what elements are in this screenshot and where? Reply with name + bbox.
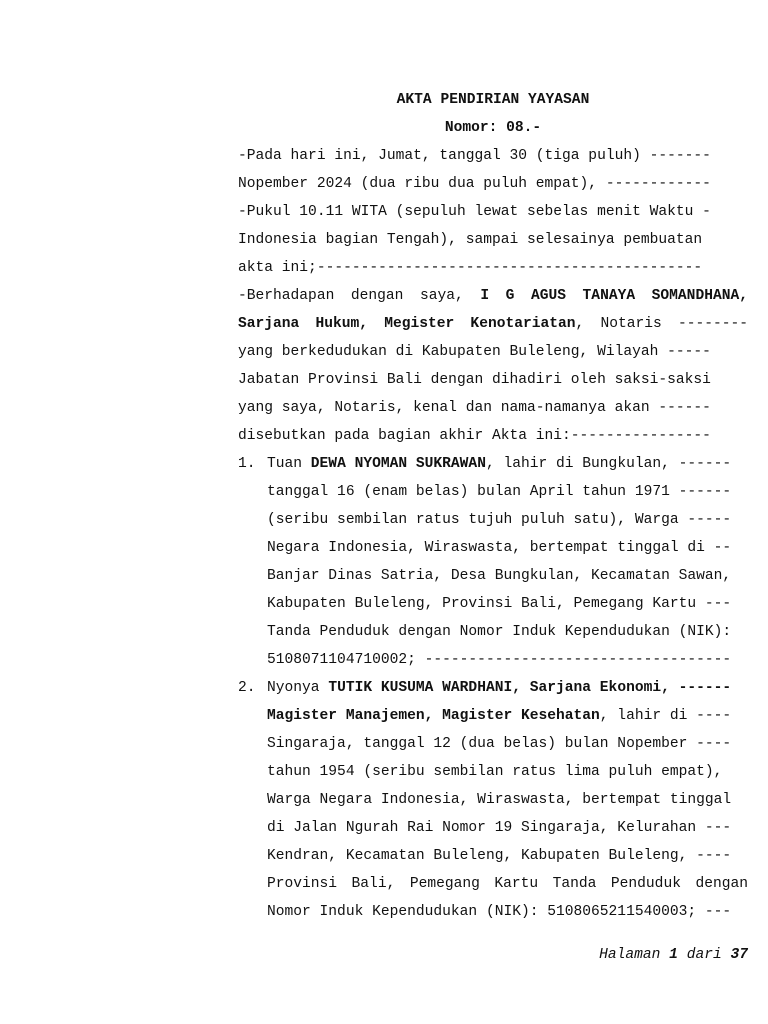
party-name: TUTIK KUSUMA WARDHANI, Sarjana Ekonomi, ------ <box>328 680 732 696</box>
list-number: 1. <box>238 456 256 472</box>
list-number: 2. <box>238 680 256 696</box>
text-segment: , lahir di Bungkulan, ------ <box>485 456 732 472</box>
list-item-line: Banjar Dinas Satria, Desa Bungkulan, Kecamatan Sawan, <box>267 568 732 584</box>
party-title: Magister Manajemen, Magister Kesehatan <box>267 708 600 724</box>
text-line <box>238 286 748 306</box>
list-item-line: Provinsi Bali, Pemegang Kartu Tanda Penduduk dengan <box>267 876 748 892</box>
text-segment: , Notaris -------- <box>575 316 748 332</box>
text-segment: Tuan <box>267 456 311 472</box>
list-item-line: Negara Indonesia, Wiraswasta, bertempat tinggal di -- <box>267 540 732 556</box>
document-number: Nomor: 08.- <box>444 120 542 136</box>
party-name: DEWA NYOMAN SUKRAWAN <box>310 456 486 472</box>
text-line: disebutkan pada bagian akhir Akta ini:---------------- <box>238 428 711 444</box>
text-line: akta ini;-------------------------------------------- <box>238 260 703 276</box>
text-line: yang berkedudukan di Kabupaten Buleleng, Wilayah ----- <box>238 344 711 360</box>
total-page-count: 37 <box>730 947 748 963</box>
footer-middle: dari <box>677 947 731 963</box>
list-item-line: tahun 1954 (seribu sembilan ratus lima puluh empat), <box>267 764 723 780</box>
list-item-line: di Jalan Ngurah Rai Nomor 19 Singaraja, Kelurahan --- <box>267 820 732 836</box>
list-item-line <box>267 454 748 474</box>
text-line <box>238 314 748 334</box>
footer-prefix: Halaman <box>599 947 670 963</box>
list-item-line: Tanda Penduduk dengan Nomor Induk Kependudukan (NIK): <box>267 624 732 640</box>
text-segment: , lahir di ---- <box>599 708 732 724</box>
text-segment: -Berhadapan dengan saya, <box>238 288 481 304</box>
page-footer <box>599 945 748 965</box>
list-item-line: tanggal 16 (enam belas) bulan April tahun 1971 ------ <box>267 484 732 500</box>
list-item-line: (seribu sembilan ratus tujuh puluh satu), Warga ----- <box>267 512 732 528</box>
document-title: AKTA PENDIRIAN YAYASAN <box>396 92 590 108</box>
list-item-line: Kabupaten Buleleng, Provinsi Bali, Pemegang Kartu --- <box>267 596 732 612</box>
list-item-line: Singaraja, tanggal 12 (dua belas) bulan Nopember ---- <box>267 736 732 752</box>
text-line: -Pukul 10.11 WITA (sepuluh lewat sebelas menit Waktu - <box>238 204 711 220</box>
list-item-line: Kendran, Kecamatan Buleleng, Kabupaten Buleleng, ---- <box>267 848 732 864</box>
list-item-line: 5108071104710002; ----------------------------------- <box>267 652 732 668</box>
text-line: yang saya, Notaris, kenal dan nama-namanya akan ------ <box>238 400 711 416</box>
list-item-line <box>267 706 748 726</box>
text-segment: Nyonya <box>267 680 329 696</box>
text-line: Nopember 2024 (dua ribu dua puluh empat), ------------ <box>238 176 711 192</box>
notary-title: Sarjana Hukum, Megister Kenotariatan <box>238 316 576 332</box>
list-item-line: Nomor Induk Kependudukan (NIK): 5108065211540003; --- <box>267 904 732 920</box>
text-line: Indonesia bagian Tengah), sampai selesainya pembuatan <box>238 232 703 248</box>
list-item-line <box>267 678 748 698</box>
list-item-line: Warga Negara Indonesia, Wiraswasta, bertempat tinggal <box>267 792 732 808</box>
text-line: Jabatan Provinsi Bali dengan dihadiri oleh saksi-saksi <box>238 372 711 388</box>
text-line: -Pada hari ini, Jumat, tanggal 30 (tiga puluh) ------- <box>238 148 711 164</box>
current-page-number: 1 <box>669 947 678 963</box>
notary-name: I G AGUS TANAYA SOMANDHANA, <box>480 288 748 304</box>
